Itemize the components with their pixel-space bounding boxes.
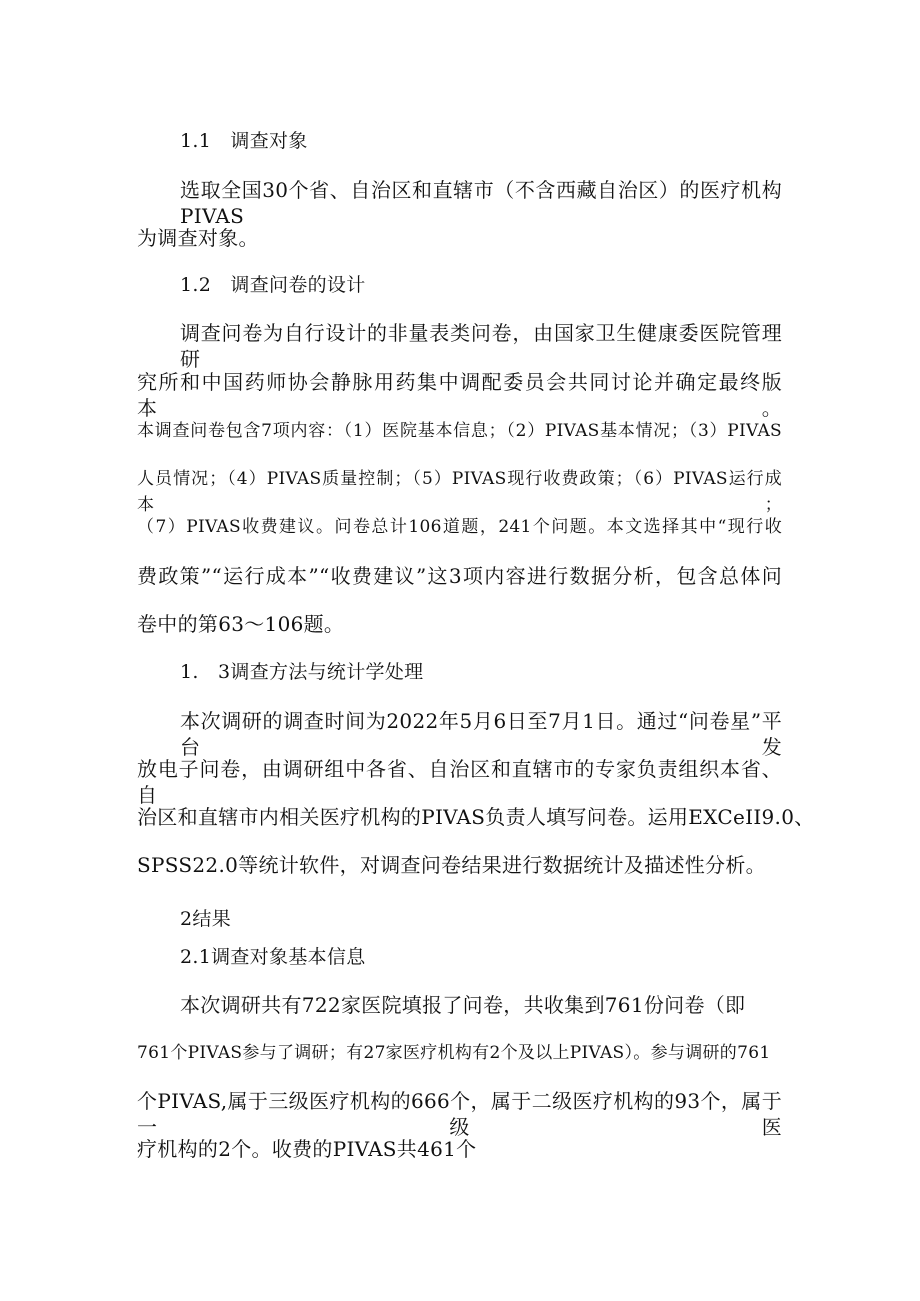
paragraph-line: 761个PIVAS参与了调研；有27家医疗机构有2个及以上PIVAS）。参与调研的761 bbox=[137, 1043, 771, 1063]
paragraph-line: 为调查对象。 bbox=[137, 226, 259, 250]
paragraph-line: （7）PIVAS收费建议。问卷总计106道题，241个问题。本文选择其中“现行收 bbox=[137, 517, 782, 537]
paragraph-line: 治区和直辖市内相关医疗机构的PIVAS负责人填写问卷。运用EXCeII9.0、 bbox=[137, 805, 815, 829]
paragraph-line: 放电子问卷，由调研组中各省、自治区和直辖市的专家负责组织本省、自 bbox=[137, 757, 782, 807]
paragraph-line: 人员情况；（4）PIVAS质量控制；（5）PIVAS现行收费政策；（6）PIVAS运行成本； bbox=[137, 469, 782, 515]
section-heading-1-3: 1. 3调查方法与统计学处理 bbox=[180, 661, 424, 683]
section-heading-1-1: 1.1 调查对象 bbox=[180, 130, 308, 152]
paragraph-line: 本次调研共有722家医院填报了问卷，共收集到761份问卷（即 bbox=[180, 993, 746, 1017]
paragraph-line: 本次调研的调查时间为2022年5月6日至7月1日。通过“问卷星”平台发 bbox=[180, 709, 782, 759]
section-heading-2-1: 2.1调查对象基本信息 bbox=[180, 946, 366, 968]
paragraph-line: 卷中的第63～106题。 bbox=[137, 612, 345, 636]
paragraph-line: SPSS22.0等统计软件，对调查问卷结果进行数据统计及描述性分析。 bbox=[137, 853, 766, 877]
paragraph-line: 调查问卷为自行设计的非量表类问卷，由国家卫生健康委医院管理研 bbox=[180, 321, 782, 371]
paragraph-line: 究所和中国药师协会静脉用药集中调配委员会共同讨论并确定最终版本。 bbox=[137, 370, 782, 420]
paragraph-line: 个PIVAS,属于三级医疗机构的666个，属于二级医疗机构的93个，属于一级医 bbox=[137, 1089, 782, 1139]
paragraph-line: 费政策”“运行成本”“收费建议”这3项内容进行数据分析，包含总体问 bbox=[137, 564, 782, 588]
section-heading-1-2: 1.2 调查问卷的设计 bbox=[180, 274, 366, 296]
paragraph-line: 本调查问卷包含7项内容：（1）医院基本信息；（2）PIVAS基本情况；（3）PIVAS bbox=[137, 421, 782, 441]
paragraph-line: 疗机构的2个。收费的PIVAS共461个 bbox=[137, 1137, 477, 1161]
section-heading-2: 2结果 bbox=[180, 908, 231, 930]
paragraph-line: 选取全国30个省、自治区和直辖市（不含西藏自治区）的医疗机构PIVAS bbox=[180, 178, 782, 228]
